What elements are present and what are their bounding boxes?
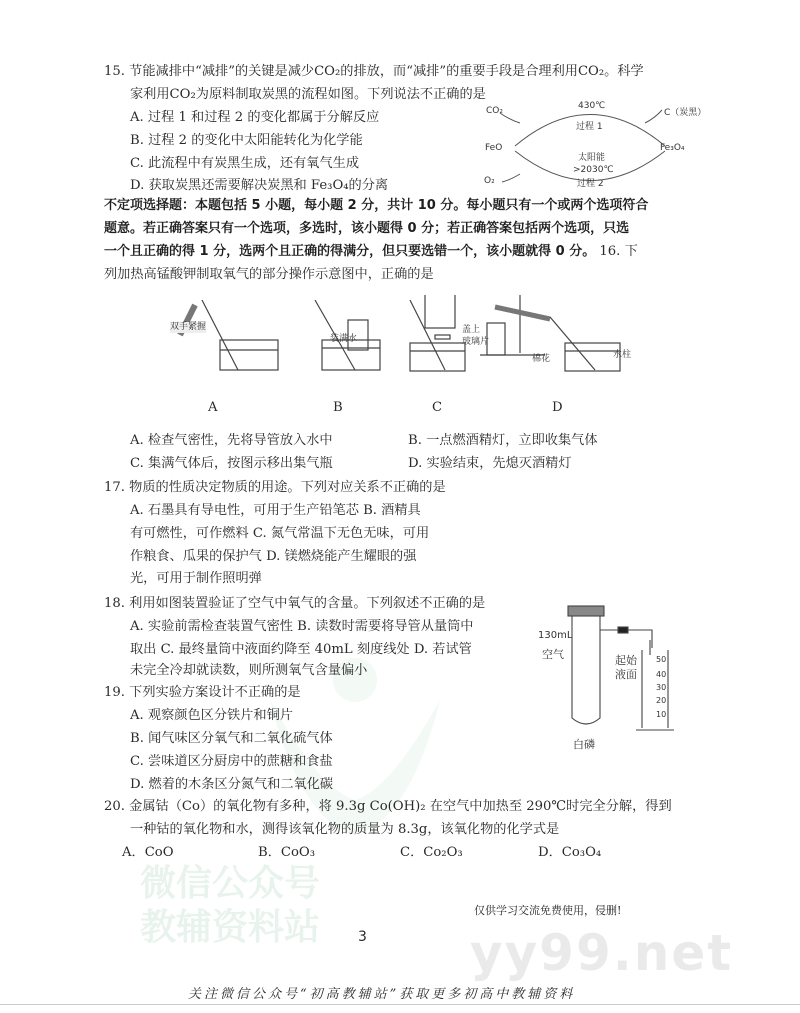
note-full-water: 装满水 [330, 334, 358, 344]
diagram-temp1: 430℃ [578, 101, 606, 111]
q19-line-1: 19. 下列实验方案设计不正确的是 [104, 685, 301, 700]
diagram-carbon: C（炭黑） [664, 108, 707, 118]
q20-line-2: 一种钴的氧化物和水，测得该氧化物的质量为 8.3g，该氧化物的化学式是 [130, 822, 560, 837]
diagram-feo: FeO [485, 143, 503, 153]
tick-30: 30 [656, 683, 667, 692]
fig-volume: 130mL [538, 630, 573, 641]
diagram-temp2: >2030℃ [573, 165, 614, 175]
section-instructions-line1: 不定项选择题：本题包括 5 小题，每小题 2 分，共计 10 分。每小题只有一个或两个选项符合 [104, 198, 649, 213]
q16-number: 16. 下 [599, 244, 638, 259]
q20-line-1: 20. 金属钴（Co）的氧化物有多种，将 9.3g Co(OH)₂ 在空气中加热至 290℃时完全分解，得到 [104, 799, 672, 814]
diagram-solar: 太阳能 [578, 153, 606, 163]
q16-stem: 列加热高锰酸钾制取氧气的部分操作示意图中，正确的是 [104, 267, 434, 282]
q18-line-1: 18. 利用如图装置验证了空气中氧气的含量。下列叙述不正确的是 [104, 596, 486, 611]
q20-option-d: D．Co₃O₄ [538, 845, 602, 860]
q15-option-a: A. 过程 1 和过程 2 的变化都属于分解反应 [130, 110, 380, 125]
note-glass: 玻璃片 [462, 337, 490, 347]
q19-option-d: D. 燃着的木条区分氮气和二氧化碳 [130, 777, 334, 792]
fig-phosphorus: 白磷 [573, 738, 595, 751]
figure-label-b: B [333, 400, 343, 415]
bottom-banner: 关注微信公众号“初高教辅站”获取更多初高中教辅资料 [188, 987, 576, 1002]
q19-option-b: B. 闻气味区分氧气和二氧化硫气体 [130, 731, 333, 746]
q19-option-c: C. 尝味道区分厨房中的蔗糖和食盐 [130, 754, 333, 769]
page-number: 3 [358, 929, 367, 945]
figure-label-d: D [552, 400, 563, 415]
tick-10: 10 [656, 710, 667, 719]
q15-option-d: D. 获取炭黑还需要解决炭黑和 Fe₃O₄的分离 [130, 178, 389, 193]
q20-option-c: C．Co₂O₃ [400, 845, 463, 860]
section-instructions-line3: 一个且正确的得 1 分，选两个且正确的得满分，但只要选错一个，该小题就得 0 分。 [104, 244, 596, 259]
q18-line-2: A. 实验前需检查装置气密性 B. 读数时需要将导管从量筒中 [130, 619, 474, 634]
q19-option-a: A. 观察颜色区分铁片和铜片 [130, 708, 293, 723]
q17-line-5: 光，可用于制作照明弹 [130, 571, 262, 586]
tick-50: 50 [656, 655, 667, 664]
q15-option-c: C. 此流程中有炭黑生成，还有氧气生成 [130, 156, 360, 171]
diagram-process1: 过程 1 [576, 122, 603, 132]
fig-surface: 液面 [615, 668, 637, 681]
q17-line-4: 作粮食、瓜果的保护气 D. 镁燃烧能产生耀眼的强 [130, 549, 417, 564]
diagram-co2: CO₂ [486, 106, 503, 116]
q15-option-b: B. 过程 2 的变化中太阳能转化为化学能 [130, 133, 363, 148]
diagram-process2: 过程 2 [577, 179, 604, 189]
q18-line-3: 取出 C. 最终量筒中液面约降至 40mL 刻度线处 D. 若试管 [130, 642, 472, 657]
q17-line-3: 有可燃性，可作燃料 C. 氮气常温下无色无味，可用 [130, 526, 430, 541]
q16-option-c: C. 集满气体后，按图示移出集气瓶 [130, 456, 333, 471]
watermark-line1: 微信公众号 [140, 863, 321, 904]
note-water-column: 水柱 [613, 350, 632, 360]
figure-label-a: A [208, 400, 218, 415]
tick-40: 40 [656, 670, 667, 679]
fig-air: 空气 [542, 648, 564, 661]
q18-line-4: 未完全冷却就读数，则所测氧气含量偏小 [130, 663, 368, 678]
q15-stem-line1: 15. 节能减排中“减排”的关键是减少CO₂的排放，而“减排”的重要手段是合理利用CO₂。科学 [104, 64, 644, 79]
q15-stem-line2: 家利用CO₂为原料制取炭黑的流程如图。下列说法不正确的是 [130, 87, 486, 102]
figure-label-c: C [432, 400, 443, 415]
note-cotton: 棉花 [532, 354, 551, 364]
q16-apparatus-figures [140, 295, 700, 395]
watermark-site: yy99.net [470, 924, 734, 982]
note-cover: 盖上 [462, 325, 481, 335]
section-instructions-line2: 题意。若正确答案只有一个选项，多选时，该小题得 0 分；若正确答案包括两个选项，只选 [104, 221, 630, 236]
q17-line-1: 17. 物质的性质决定物质的用途。下列对应关系不正确的是 [104, 480, 446, 495]
q17-line-2: A. 石墨具有导电性，可用于生产铅笔芯 B. 酒精具 [130, 503, 421, 518]
diagram-o2: O₂ [484, 176, 495, 186]
note-hands: 双手紧握 [170, 322, 207, 332]
fig-start: 起始 [615, 654, 637, 667]
q16-option-d: D. 实验结束，先熄灭酒精灯 [408, 456, 572, 471]
q20-option-b: B．CoO₃ [258, 845, 316, 860]
q20-option-a: A．CoO [122, 845, 174, 860]
watermark-line2: 教辅资料站 [140, 907, 321, 948]
bottom-divider [0, 1004, 800, 1005]
free-use-notice: 仅供学习交流免费使用，侵删! [474, 904, 622, 917]
diagram-fe3o4: Fe₃O₄ [660, 143, 685, 153]
q16-option-a: A. 检查气密性，先将导管放入水中 [130, 433, 333, 448]
tick-20: 20 [656, 696, 667, 705]
q16-option-b: B. 一点燃酒精灯，立即收集气体 [408, 433, 598, 448]
